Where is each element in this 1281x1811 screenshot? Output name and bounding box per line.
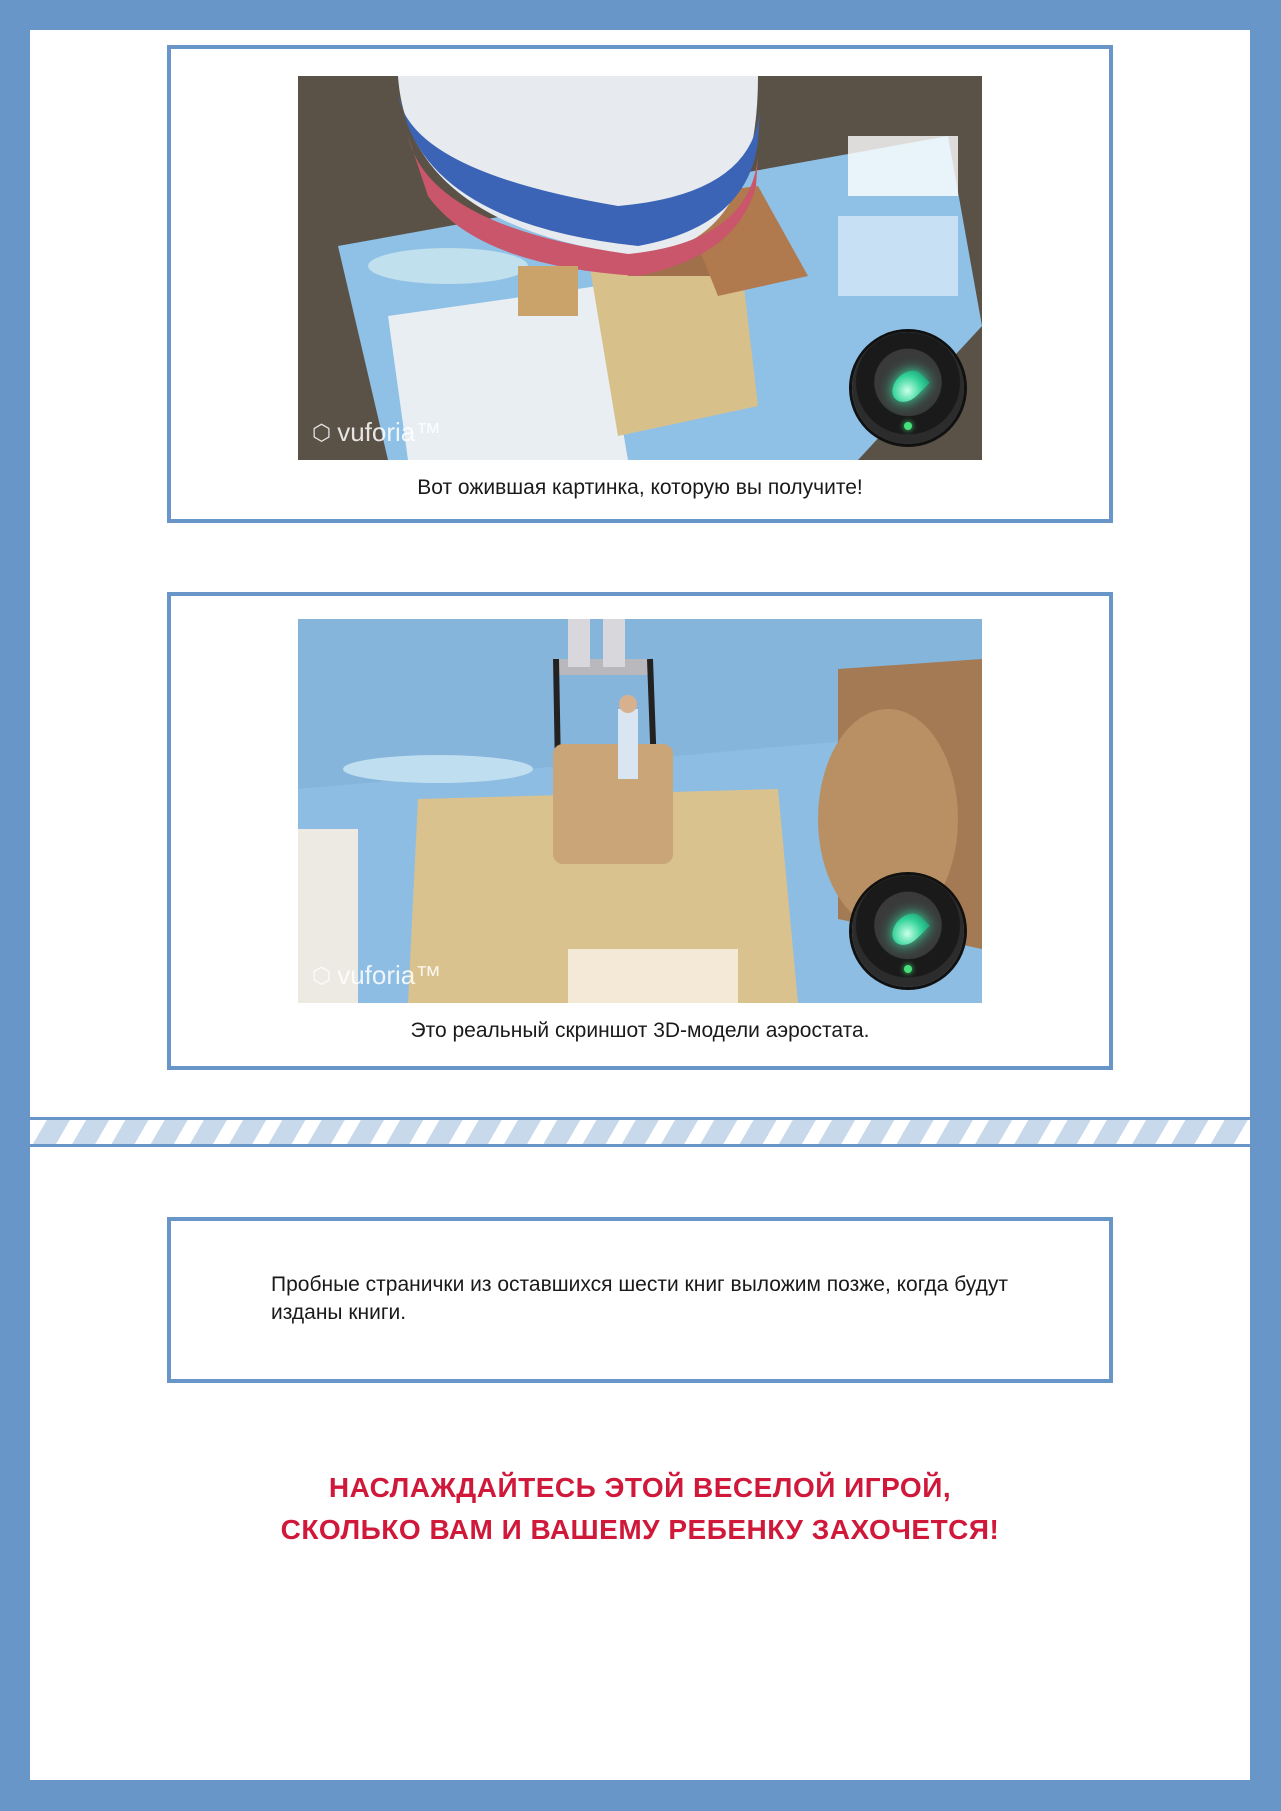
flame-icon bbox=[886, 907, 930, 951]
note-frame bbox=[167, 1217, 1113, 1383]
closing-line-1: НАСЛАЖДАЙТЕСЬ ЭТОЙ ВЕСЕЛОЙ ИГРОЙ, bbox=[328, 1472, 952, 1503]
figure-2-photo bbox=[298, 619, 982, 1003]
flame-icon bbox=[886, 364, 930, 408]
closing-line-2: СКОЛЬКО ВАМ И ВАШЕМУ РЕБЕНКУ ЗАХОЧЕТСЯ! bbox=[280, 1514, 1000, 1545]
figure-1-photo bbox=[298, 76, 982, 460]
page-sheet bbox=[30, 30, 1250, 1780]
note-text: Пробные странички из оставшихся шести книг выложим позже, когда будут изданы книги. bbox=[271, 1273, 1008, 1325]
vuforia-logo-text: vuforia™ bbox=[337, 417, 442, 447]
led-indicator bbox=[904, 965, 912, 973]
vuforia-logo-text: vuforia™ bbox=[337, 960, 442, 990]
flame-button-icon[interactable] bbox=[852, 332, 964, 444]
closing-slogan bbox=[30, 1467, 1250, 1551]
flame-button-icon[interactable] bbox=[852, 875, 964, 987]
figure-2-caption: Это реальный скриншот 3D-модели аэростата. bbox=[410, 1019, 870, 1042]
figure-1-caption: Вот ожившая картинка, которую вы получите! bbox=[417, 476, 863, 499]
vuforia-logo-icon: ⬡ vuforia™ bbox=[312, 960, 442, 990]
led-indicator bbox=[904, 422, 912, 430]
section-divider bbox=[30, 1117, 1250, 1147]
figure-1-frame bbox=[167, 45, 1113, 523]
vuforia-logo-icon: ⬡ vuforia™ bbox=[312, 417, 442, 447]
figure-2-frame bbox=[167, 592, 1113, 1070]
